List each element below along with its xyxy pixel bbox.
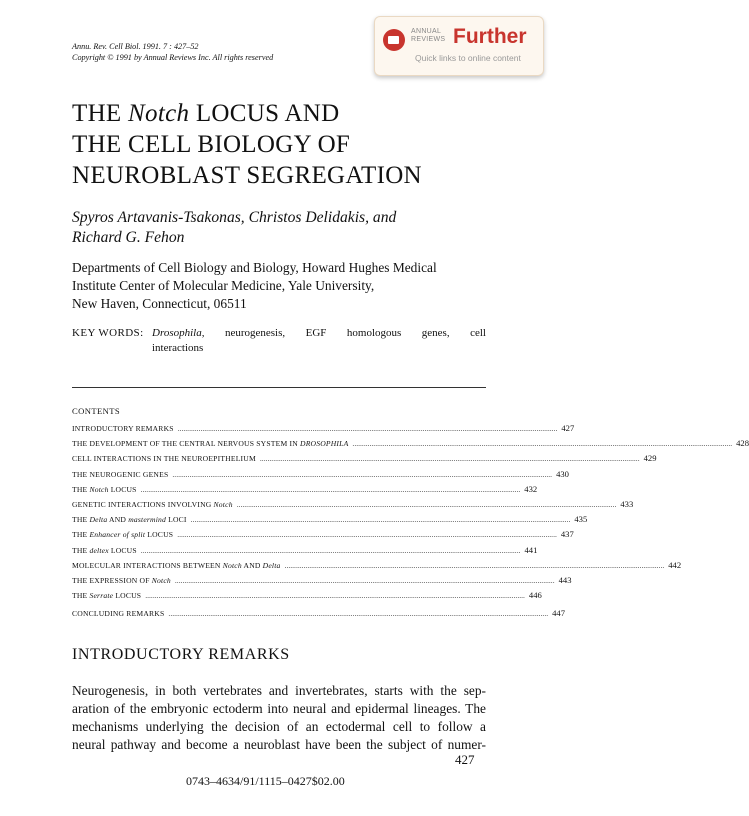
toc-entry-title: THE Serrate LOCUS	[72, 591, 142, 601]
journal-citation	[72, 41, 273, 63]
toc-page-number: 427	[561, 423, 575, 433]
badge-brand: ANNUAL REVIEWS	[411, 28, 446, 43]
authors: Spyros Artavanis-Tsakonas, Christos Delidakis, and Richard G. Fehon	[72, 209, 397, 246]
toc-entry[interactable]	[72, 438, 749, 453]
toc-leader-dots: ........................................................................................................................................................................................................	[177, 424, 558, 433]
toc-leader-dots: ........................................................................................................................................................................................................	[190, 515, 571, 525]
toc-entry[interactable]	[72, 574, 572, 590]
toc-page-number: 432	[524, 483, 538, 494]
toc-page-number: 447	[552, 608, 565, 619]
page-number: 427	[455, 752, 475, 767]
toc-page-number: 443	[558, 574, 572, 585]
toc-entry-title: GENETIC INTERACTIONS INVOLVING Notch	[72, 499, 233, 509]
toc-entry-title: THE Enhancer of split LOCUS	[72, 530, 174, 540]
affiliation: Departments of Cell Biology and Biology, Howard Hughes Medical Institute Center of Molecular Medicine, Yale University, New Haven, Connecticut, 06511	[72, 260, 437, 311]
keyword: neurogenesis,	[224, 327, 286, 339]
title-line-1: THE Notch LOCUS AND	[72, 100, 340, 127]
toc-leader-dots: ........................................................................................................................................................................................................	[259, 454, 640, 464]
title-line-3: NEUROBLAST SEGREGATION	[72, 162, 422, 189]
body-line: neural pathway and become a neuroblast have been the subject of numer-	[72, 737, 486, 752]
toc-entry[interactable]	[72, 423, 575, 438]
toc-leader-dots: ........................................................................................................................................................................................................	[236, 499, 617, 509]
section-heading: INTRODUCTORY REMARKS	[72, 646, 290, 663]
toc-entry[interactable]	[72, 483, 538, 499]
toc-entry[interactable]	[72, 514, 588, 529]
toc-page-number: 437	[560, 529, 574, 540]
toc-entry-title: MOLECULAR INTERACTIONS BETWEEN Notch AND Delta	[72, 560, 281, 570]
toc-leader-dots: ........................................................................................................................................................................................................	[140, 484, 521, 494]
toc-entry[interactable]	[72, 544, 538, 560]
toc-entry-title: CELL INTERACTIONS IN THE NEUROEPITHELIUM	[72, 454, 256, 464]
keyword: Drosophila,	[152, 327, 205, 339]
toc-leader-dots: ........................................................................................................................................................................................................	[168, 609, 549, 619]
annual-reviews-logo-icon	[383, 29, 405, 51]
toc-entry-title: THE Delta AND mastermind LOCI	[72, 515, 187, 525]
toc-entry[interactable]	[72, 559, 682, 575]
body-paragraph	[72, 682, 486, 754]
toc-entry[interactable]	[72, 590, 542, 605]
further-links-badge[interactable]	[374, 16, 544, 76]
keyword: homologous	[346, 327, 402, 339]
body-line: mechanisms underlying the decision of an ectodermal cell to follow a	[72, 719, 486, 734]
toc-leader-dots: ........................................................................................................................................................................................................	[352, 439, 733, 449]
toc-leader-dots: ........................................................................................................................................................................................................	[174, 575, 555, 585]
divider	[72, 387, 486, 388]
toc-page-number: 446	[528, 590, 542, 601]
toc-page-number: 430	[556, 468, 569, 479]
toc-page-number: 428	[736, 438, 749, 449]
toc-leader-dots: ........................................................................................................................................................................................................	[284, 560, 665, 570]
body-line: aration of the embryonic ectoderm into neural and epidermal lineages. The	[72, 701, 486, 716]
keywords-label: KEY WORDS:	[72, 327, 144, 339]
toc-entry-title: THE Notch LOCUS	[72, 484, 137, 494]
toc-entry[interactable]	[72, 468, 569, 484]
toc-leader-dots: ........................................................................................................................................................................................................	[172, 469, 553, 479]
badge-subtitle: Quick links to online content	[415, 53, 521, 63]
toc-entry-title: CONCLUDING REMARKS	[72, 609, 165, 619]
toc-entry-title: THE DEVELOPMENT OF THE CENTRAL NERVOUS SYSTEM IN DROSOPHILA	[72, 439, 349, 449]
toc-leader-dots: ........................................................................................................................................................................................................	[145, 591, 525, 601]
toc-entry-title: INTRODUCTORY REMARKS	[72, 424, 174, 433]
citation-line: Annu. Rev. Cell Biol. 1991. 7 : 427–52	[72, 42, 199, 51]
toc-page-number: 442	[668, 559, 682, 570]
body-line: Neurogenesis, in both vertebrates and invertebrates, starts with the sep-	[72, 683, 486, 698]
toc-entry[interactable]	[72, 529, 574, 544]
badge-further-label: Further	[453, 25, 527, 48]
keywords-list	[152, 326, 486, 355]
keyword: genes,	[421, 327, 450, 339]
table-of-contents	[72, 423, 749, 623]
toc-entry[interactable]	[72, 608, 565, 623]
toc-page-number: 429	[643, 453, 657, 464]
copyright-line: Copyright © 1991 by Annual Reviews Inc. All rights reserved	[72, 53, 274, 62]
toc-entry-title: THE NEUROGENIC GENES	[72, 469, 169, 479]
toc-leader-dots: ........................................................................................................................................................................................................	[177, 530, 557, 540]
keyword: EGF	[305, 327, 327, 339]
title-line-2: THE CELL BIOLOGY OF	[72, 131, 351, 158]
toc-entry-title: THE EXPRESSION OF Notch	[72, 575, 171, 585]
toc-entry-title: THE deltex LOCUS	[72, 545, 137, 555]
keyword: cell	[470, 327, 486, 339]
keyword: interactions	[152, 341, 204, 354]
toc-entry[interactable]	[72, 498, 634, 514]
toc-page-number: 435	[574, 514, 588, 525]
footer-code: 0743–4634/91/1115–0427$02.00	[186, 774, 345, 788]
toc-entry[interactable]	[72, 453, 657, 468]
toc-page-number: 441	[524, 544, 538, 555]
toc-page-number: 433	[620, 498, 634, 509]
article-title	[72, 98, 422, 191]
contents-heading: CONTENTS	[72, 406, 121, 416]
toc-leader-dots: ........................................................................................................................................................................................................	[140, 545, 521, 555]
